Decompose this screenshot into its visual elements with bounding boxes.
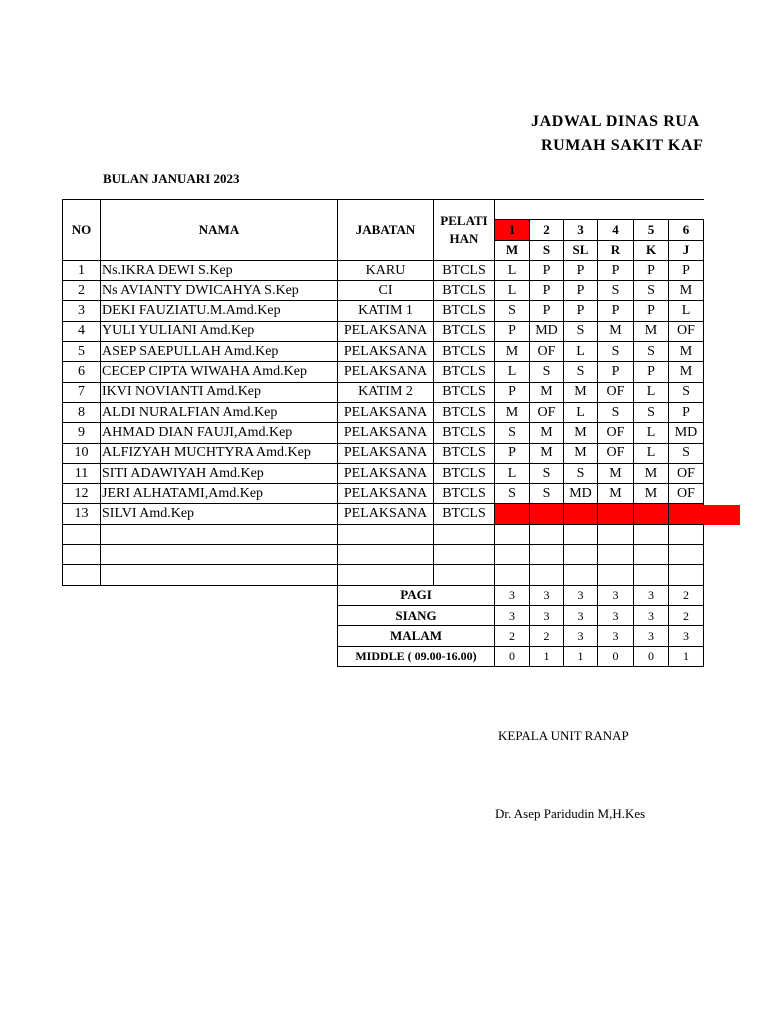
shift-cell: M — [495, 402, 530, 422]
empty-cell — [669, 565, 704, 585]
empty-cell — [63, 545, 101, 565]
summary-value: 1 — [530, 646, 564, 666]
summary-row — [63, 585, 704, 605]
staff-jabatan: KARU — [338, 260, 434, 280]
shift-cell: S — [495, 423, 530, 443]
shift-cell: M — [634, 321, 669, 341]
staff-no: 9 — [63, 423, 101, 443]
empty-cell — [495, 524, 530, 544]
staff-no: 7 — [63, 382, 101, 402]
staff-row — [63, 342, 704, 362]
header-nama: NAMA — [101, 200, 338, 261]
staff-row — [63, 443, 704, 463]
signature-title: KEPALA UNIT RANAP — [498, 728, 629, 743]
shift-cell: OF — [598, 382, 634, 402]
shift-cell — [495, 504, 530, 524]
empty-cell — [669, 545, 704, 565]
shift-cell: P — [669, 260, 704, 280]
staff-name: IKVI NOVIANTI Amd.Kep — [101, 382, 338, 402]
summary-value: 3 — [669, 626, 704, 646]
shift-cell — [598, 504, 634, 524]
shift-cell: S — [598, 281, 634, 301]
highlight-bar — [703, 505, 740, 525]
shift-cell: S — [530, 362, 564, 382]
summary-value: 1 — [564, 646, 598, 666]
shift-cell: L — [634, 443, 669, 463]
staff-pelatihan: BTCLS — [434, 362, 495, 382]
empty-cell — [495, 545, 530, 565]
summary-label: MIDDLE ( 09.00-16.00) — [338, 646, 495, 666]
summary-label: MALAM — [338, 626, 495, 646]
empty-cell — [598, 524, 634, 544]
staff-pelatihan: BTCLS — [434, 402, 495, 422]
shift-cell: L — [634, 423, 669, 443]
empty-cell — [338, 545, 434, 565]
shift-cell: M — [669, 362, 704, 382]
staff-jabatan: CI — [338, 281, 434, 301]
shift-cell: M — [495, 342, 530, 362]
shift-cell: S — [495, 484, 530, 504]
summary-value: 2 — [495, 626, 530, 646]
summary-spacer — [63, 626, 338, 646]
shift-cell: MD — [564, 484, 598, 504]
empty-cell — [530, 524, 564, 544]
empty-cell — [434, 524, 495, 544]
staff-name: ALFIZYAH MUCHTYRA Amd.Kep — [101, 443, 338, 463]
summary-value: 3 — [634, 585, 669, 605]
day-number: 3 — [564, 220, 598, 240]
shift-cell: M — [530, 423, 564, 443]
shift-cell: P — [598, 362, 634, 382]
staff-jabatan: PELAKSANA — [338, 342, 434, 362]
header-no: NO — [63, 200, 101, 261]
empty-cell — [63, 524, 101, 544]
staff-no: 2 — [63, 281, 101, 301]
shift-cell: MD — [669, 423, 704, 443]
summary-value: 3 — [598, 585, 634, 605]
shift-cell: S — [530, 484, 564, 504]
empty-cell — [495, 565, 530, 585]
summary-value: 0 — [495, 646, 530, 666]
day-name: SL — [564, 240, 598, 260]
shift-cell: M — [669, 281, 704, 301]
shift-cell: P — [564, 281, 598, 301]
shift-cell: S — [634, 402, 669, 422]
shift-cell: M — [634, 463, 669, 483]
empty-cell — [564, 545, 598, 565]
staff-pelatihan: BTCLS — [434, 504, 495, 524]
shift-cell: S — [564, 321, 598, 341]
document-title-line1: JADWAL DINAS RUA — [531, 113, 700, 130]
empty-cell — [564, 565, 598, 585]
staff-pelatihan: BTCLS — [434, 301, 495, 321]
empty-cell — [63, 565, 101, 585]
summary-value: 3 — [564, 605, 598, 625]
shift-cell: OF — [669, 321, 704, 341]
shift-cell: OF — [669, 484, 704, 504]
staff-name: ASEP SAEPULLAH Amd.Kep — [101, 342, 338, 362]
staff-row — [63, 463, 704, 483]
shift-cell: OF — [598, 423, 634, 443]
summary-value: 3 — [598, 626, 634, 646]
staff-no: 10 — [63, 443, 101, 463]
shift-cell: OF — [530, 402, 564, 422]
summary-value: 3 — [530, 605, 564, 625]
shift-cell: M — [530, 382, 564, 402]
shift-cell: P — [495, 443, 530, 463]
empty-cell — [598, 545, 634, 565]
shift-cell: S — [495, 301, 530, 321]
shift-cell: S — [564, 362, 598, 382]
shift-cell: OF — [598, 443, 634, 463]
summary-value: 3 — [598, 605, 634, 625]
header-pelatihan: PELATI HAN — [434, 200, 495, 261]
shift-cell: S — [669, 382, 704, 402]
shift-cell: L — [669, 301, 704, 321]
staff-no: 3 — [63, 301, 101, 321]
shift-cell: P — [495, 321, 530, 341]
summary-spacer — [63, 605, 338, 625]
staff-name: Ns.IKRA DEWI S.Kep — [101, 260, 338, 280]
day-number: 4 — [598, 220, 634, 240]
staff-jabatan: PELAKSANA — [338, 423, 434, 443]
day-name: R — [598, 240, 634, 260]
shift-cell: S — [669, 443, 704, 463]
signature-name: Dr. Asep Paridudin M,H.Kes — [495, 806, 646, 821]
summary-value: 0 — [634, 646, 669, 666]
staff-name: Ns AVIANTY DWICAHYA S.Kep — [101, 281, 338, 301]
empty-cell — [434, 545, 495, 565]
shift-cell: M — [530, 443, 564, 463]
staff-row — [63, 281, 704, 301]
staff-no: 1 — [63, 260, 101, 280]
empty-cell — [434, 565, 495, 585]
staff-no: 6 — [63, 362, 101, 382]
summary-label: SIANG — [338, 605, 495, 625]
staff-row — [63, 301, 704, 321]
shift-cell: L — [495, 463, 530, 483]
staff-name: DEKI FAUZIATU.M.Amd.Kep — [101, 301, 338, 321]
staff-name: CECEP CIPTA WIWAHA Amd.Kep — [101, 362, 338, 382]
staff-name: SITI ADAWIYAH Amd.Kep — [101, 463, 338, 483]
shift-cell: S — [634, 342, 669, 362]
shift-cell: M — [564, 443, 598, 463]
staff-jabatan: KATIM 1 — [338, 301, 434, 321]
schedule-table — [62, 199, 704, 667]
shift-cell: M — [669, 342, 704, 362]
staff-row — [63, 382, 704, 402]
empty-cell — [669, 524, 704, 544]
shift-cell: OF — [530, 342, 564, 362]
staff-jabatan: PELAKSANA — [338, 321, 434, 341]
staff-no: 12 — [63, 484, 101, 504]
shift-cell: M — [564, 382, 598, 402]
staff-jabatan: PELAKSANA — [338, 484, 434, 504]
shift-cell — [634, 504, 669, 524]
staff-name: SILVI Amd.Kep — [101, 504, 338, 524]
empty-cell — [634, 545, 669, 565]
shift-cell: L — [495, 362, 530, 382]
shift-cell: L — [564, 342, 598, 362]
day-name: K — [634, 240, 669, 260]
staff-name: JERI ALHATAMI,Amd.Kep — [101, 484, 338, 504]
summary-label: PAGI — [338, 585, 495, 605]
shift-cell: P — [634, 260, 669, 280]
summary-row — [63, 626, 704, 646]
summary-value: 3 — [564, 585, 598, 605]
empty-cell — [564, 524, 598, 544]
staff-jabatan: KATIM 2 — [338, 382, 434, 402]
summary-value: 3 — [495, 605, 530, 625]
staff-jabatan: PELAKSANA — [338, 463, 434, 483]
shift-cell: OF — [669, 463, 704, 483]
empty-cell — [101, 524, 338, 544]
staff-no: 4 — [63, 321, 101, 341]
summary-spacer — [63, 585, 338, 605]
empty-cell — [101, 545, 338, 565]
header-days-spacer — [495, 200, 704, 220]
empty-cell — [634, 565, 669, 585]
shift-cell: P — [634, 301, 669, 321]
shift-cell: P — [530, 281, 564, 301]
day-number: 5 — [634, 220, 669, 240]
summary-value: 3 — [634, 605, 669, 625]
empty-cell — [530, 565, 564, 585]
shift-cell: S — [530, 463, 564, 483]
staff-name: YULI YULIANI Amd.Kep — [101, 321, 338, 341]
staff-row — [63, 260, 704, 280]
empty-cell — [634, 524, 669, 544]
shift-cell: L — [495, 260, 530, 280]
empty-cell — [101, 565, 338, 585]
shift-cell: P — [530, 260, 564, 280]
shift-cell: P — [598, 301, 634, 321]
staff-row — [63, 423, 704, 443]
staff-pelatihan: BTCLS — [434, 484, 495, 504]
summary-value: 3 — [530, 585, 564, 605]
summary-value: 2 — [669, 585, 704, 605]
empty-cell — [338, 524, 434, 544]
staff-name: ALDI NURALFIAN Amd.Kep — [101, 402, 338, 422]
day-name: M — [495, 240, 530, 260]
staff-jabatan: PELAKSANA — [338, 362, 434, 382]
shift-cell: L — [495, 281, 530, 301]
staff-no: 8 — [63, 402, 101, 422]
staff-pelatihan: BTCLS — [434, 423, 495, 443]
shift-cell: P — [495, 382, 530, 402]
day-number: 2 — [530, 220, 564, 240]
staff-pelatihan: BTCLS — [434, 260, 495, 280]
staff-pelatihan: BTCLS — [434, 443, 495, 463]
staff-row — [63, 321, 704, 341]
staff-jabatan: PELAKSANA — [338, 402, 434, 422]
summary-value: 0 — [598, 646, 634, 666]
shift-cell: M — [634, 484, 669, 504]
summary-spacer — [63, 646, 338, 666]
summary-value: 2 — [669, 605, 704, 625]
staff-no: 13 — [63, 504, 101, 524]
day-name: S — [530, 240, 564, 260]
shift-cell: S — [598, 402, 634, 422]
shift-cell: P — [669, 402, 704, 422]
shift-cell: M — [598, 484, 634, 504]
empty-cell — [530, 545, 564, 565]
empty-row — [63, 524, 704, 544]
shift-cell — [530, 504, 564, 524]
staff-name: AHMAD DIAN FAUJI,Amd.Kep — [101, 423, 338, 443]
shift-cell — [564, 504, 598, 524]
shift-cell: P — [530, 301, 564, 321]
shift-cell: L — [564, 402, 598, 422]
day-number: 1 — [495, 220, 530, 240]
staff-row — [63, 362, 704, 382]
header-jabatan: JABATAN — [338, 200, 434, 261]
empty-cell — [338, 565, 434, 585]
summary-value: 3 — [634, 626, 669, 646]
empty-row — [63, 545, 704, 565]
staff-no: 11 — [63, 463, 101, 483]
staff-no: 5 — [63, 342, 101, 362]
staff-pelatihan: BTCLS — [434, 463, 495, 483]
staff-row — [63, 504, 704, 524]
staff-pelatihan: BTCLS — [434, 342, 495, 362]
shift-cell: S — [598, 342, 634, 362]
shift-cell: P — [634, 362, 669, 382]
summary-row — [63, 605, 704, 625]
schedule-month: BULAN JANUARI 2023 — [103, 171, 240, 186]
summary-row — [63, 646, 704, 666]
shift-cell: M — [564, 423, 598, 443]
day-name: J — [669, 240, 704, 260]
staff-jabatan: PELAKSANA — [338, 443, 434, 463]
header-row-1 — [63, 200, 704, 220]
staff-jabatan: PELAKSANA — [338, 504, 434, 524]
staff-row — [63, 402, 704, 422]
shift-cell: M — [598, 321, 634, 341]
empty-row — [63, 565, 704, 585]
empty-cell — [598, 565, 634, 585]
shift-cell — [669, 504, 704, 524]
shift-cell: P — [564, 260, 598, 280]
shift-cell: MD — [530, 321, 564, 341]
staff-pelatihan: BTCLS — [434, 321, 495, 341]
shift-cell: L — [634, 382, 669, 402]
summary-value: 3 — [495, 585, 530, 605]
staff-row — [63, 484, 704, 504]
shift-cell: P — [598, 260, 634, 280]
summary-value: 3 — [564, 626, 598, 646]
shift-cell: S — [564, 463, 598, 483]
summary-value: 2 — [530, 626, 564, 646]
shift-cell: M — [598, 463, 634, 483]
staff-pelatihan: BTCLS — [434, 281, 495, 301]
staff-pelatihan: BTCLS — [434, 382, 495, 402]
shift-cell: P — [564, 301, 598, 321]
document-title-line2: RUMAH SAKIT KAF — [541, 137, 704, 154]
day-number: 6 — [669, 220, 704, 240]
shift-cell: S — [634, 281, 669, 301]
summary-value: 1 — [669, 646, 704, 666]
